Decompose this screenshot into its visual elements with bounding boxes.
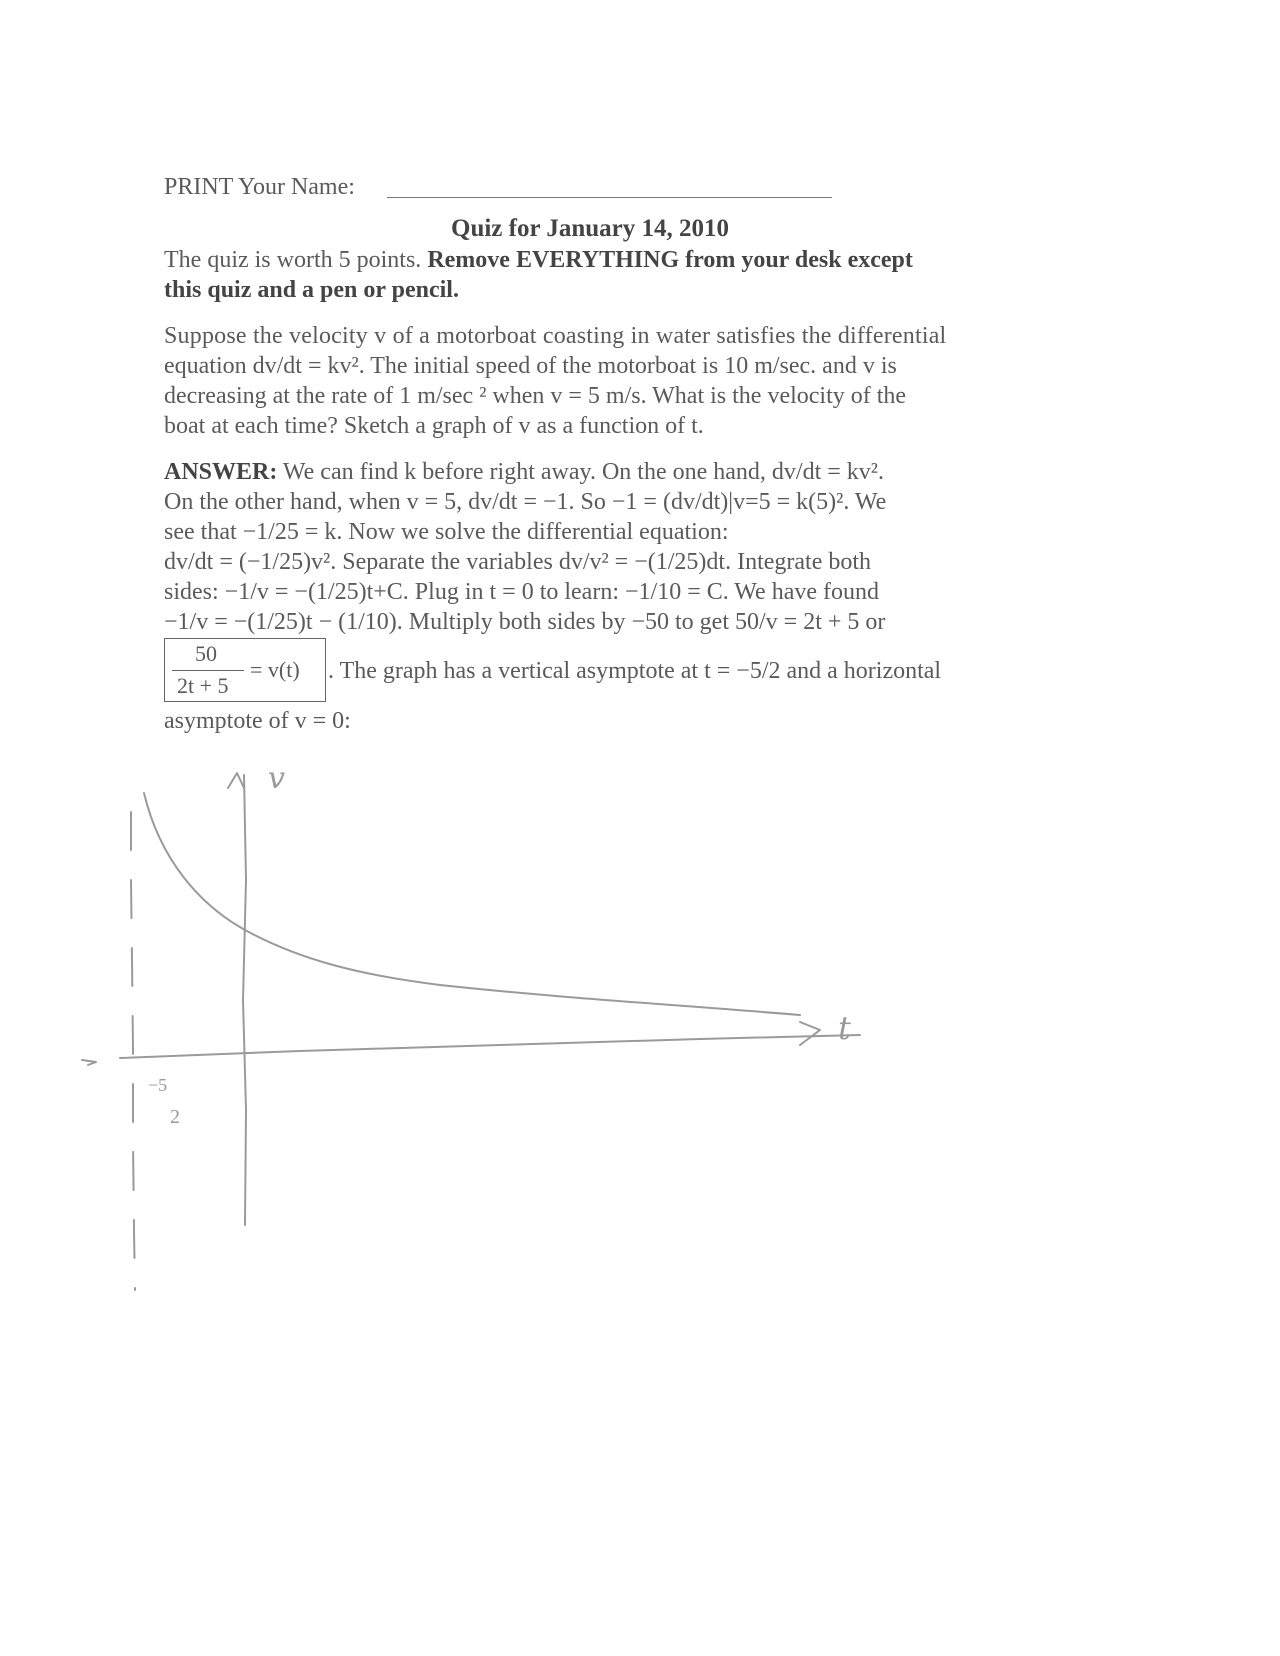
asymptote-label-numerator: −5 (148, 1075, 168, 1095)
v-axis-label: v (268, 761, 285, 796)
problem-line-1: Suppose the velocity v of a motorboat coasting in water satisfies the differential (164, 323, 947, 349)
vertical-asymptote (131, 812, 135, 1290)
answer-line-3: see that −1/25 = k. Now we solve the differential equation: (164, 519, 729, 545)
v-axis-arrowhead (228, 773, 244, 788)
t-axis-arrowhead (800, 1022, 820, 1045)
answer-line-5: sides: −1/v = −(1/25)t+C. Plug in t = 0 to learn: −1/10 = C. We have found (164, 579, 879, 605)
problem-line-2: equation dv/dt = kv². The initial speed of the motorboat is 10 m/sec. and v is (164, 353, 897, 379)
boxed-numerator: 50 (195, 641, 217, 666)
problem-line-4: boat at each time? Sketch a graph of v as a function of t. (164, 413, 704, 439)
t-axis-label: t (838, 1009, 851, 1047)
t-axis (120, 1035, 860, 1058)
boxed-rhs: = v(t) (250, 657, 300, 682)
name-label: PRINT Your Name: (164, 174, 355, 200)
asymptote-label-denominator: 2 (170, 1106, 180, 1128)
boxed-denominator: 2t + 5 (177, 673, 229, 698)
answer-line-7: . The graph has a vertical asymptote at t = −5/2 and a horizontal (328, 658, 942, 684)
v-axis (243, 775, 246, 1225)
instructions-bold-1: Remove EVERYTHING from your desk except (427, 247, 913, 273)
problem-line-3: decreasing at the rate of 1 m/sec ² when v = 5 m/s. What is the velocity of the (164, 383, 907, 409)
answer-line-8: asymptote of v = 0: (164, 708, 351, 734)
answer-label: ANSWER: (164, 459, 278, 485)
answer-line-6: −1/v = −(1/25)t − (1/10). Multiply both sides by −50 to get 50/v = 2t + 5 or (164, 609, 886, 635)
instructions-bold-2: this quiz and a pen or pencil. (164, 277, 459, 303)
answer-line-1: We can find k before right away. On the one hand, dv/dt = kv². (282, 459, 884, 485)
answer-line-2: On the other hand, when v = 5, dv/dt = −1. So −1 = (dv/dt)|v=5 = k(5)². We (164, 489, 887, 515)
answer-line-4: dv/dt = (−1/25)v². Separate the variables dv/v² = −(1/25)dt. Integrate both (164, 549, 872, 575)
instructions-plain: The quiz is worth 5 points. (164, 247, 422, 273)
solution-curve (144, 793, 800, 1015)
t-axis-left-tick (82, 1060, 96, 1065)
quiz-title: Quiz for January 14, 2010 (451, 215, 730, 242)
